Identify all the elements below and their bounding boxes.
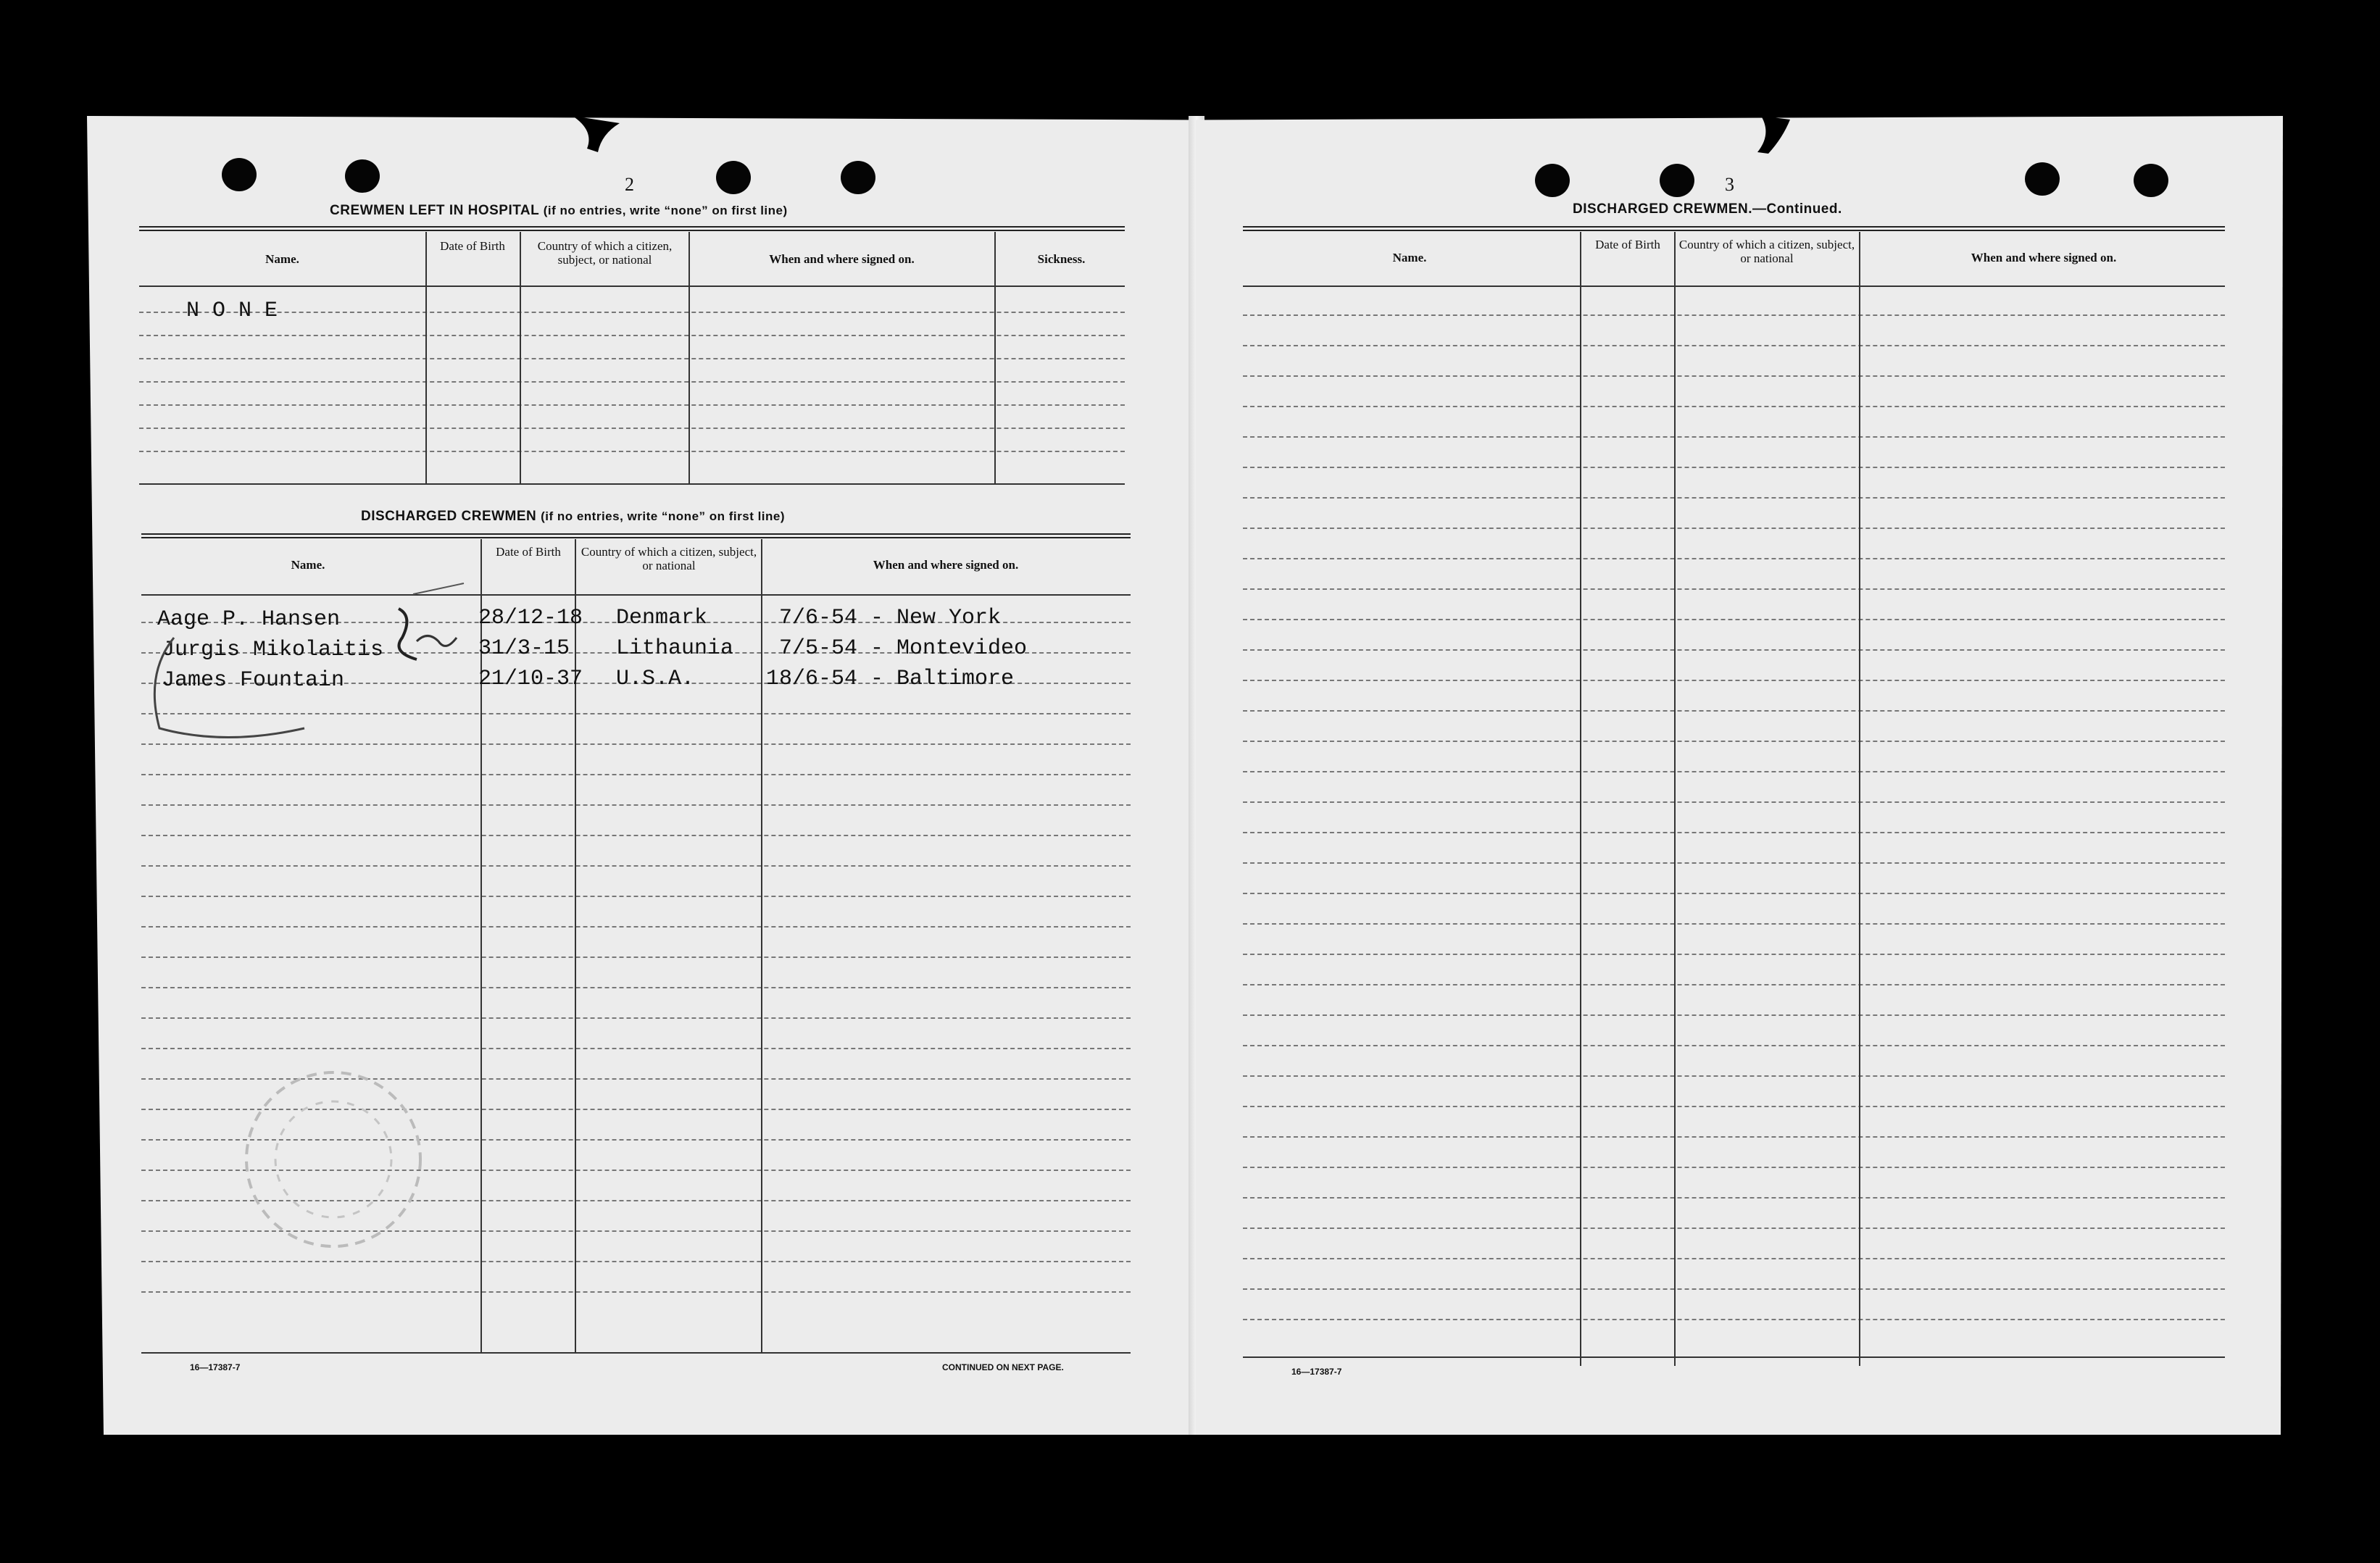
crew-country: Lithaunia (616, 636, 734, 661)
col-header-signed-on: When and where signed on. (1971, 251, 2117, 264)
discharged-continued-table (1243, 226, 2225, 1364)
page-number: 3 (1725, 174, 1734, 195)
punch-hole (716, 161, 751, 194)
crew-signed-on: 18/6-54 - Baltimore (766, 667, 1015, 691)
continued-note: CONTINUED ON NEXT PAGE. (942, 1362, 1064, 1372)
col-header-country: Country of which a citizen, subject, or national (1678, 238, 1855, 265)
col-header-dob: Date of Birth (1595, 238, 1660, 251)
col-header-name: Name. (265, 252, 299, 266)
discharged-title-text: DISCHARGED CREWMEN (361, 509, 537, 524)
crew-dob: 28/12-18 (478, 606, 583, 630)
crew-signed-on: 7/6-54 - New York (779, 606, 1002, 630)
hospital-title-note: (if no entries, write “none” on first line) (543, 204, 788, 217)
punch-hole (345, 159, 380, 193)
col-header-name: Name. (291, 558, 325, 572)
crew-country: Denmark (616, 606, 708, 630)
punch-hole (841, 161, 875, 194)
col-header-signed-on: When and where signed on. (769, 252, 915, 266)
col-header-sickness: Sickness. (1037, 252, 1086, 266)
crew-name: Aage P. Hansen (157, 607, 341, 632)
col-header-name: Name. (1392, 251, 1427, 264)
hospital-title-text: CREWMEN LEFT IN HOSPITAL (330, 203, 539, 218)
col-header-country: Country of which a citizen, subject, or national (581, 545, 757, 572)
col-header-dob: Date of Birth (496, 545, 561, 559)
col-header-dob: Date of Birth (440, 239, 505, 253)
punch-hole (2134, 164, 2168, 197)
faint-stamp (217, 1043, 449, 1275)
punch-hole (1535, 164, 1570, 197)
form-number: 16—17387-7 (190, 1362, 241, 1372)
crew-name: Jurgis Mikolaitis (162, 638, 384, 662)
discharged-continued-title: DISCHARGED CREWMEN.—Continued. (1573, 201, 1842, 217)
col-header-country: Country of which a citizen, subject, or national (537, 239, 673, 267)
crew-name: James Fountain (162, 668, 345, 693)
col-header-signed-on: When and where signed on. (873, 558, 1019, 572)
discharged-title-note: (if no entries, write “none” on first line) (541, 509, 786, 523)
discharged-section-title (361, 509, 785, 525)
punch-hole (222, 158, 257, 191)
hospital-entry-none: N O N E (186, 299, 278, 323)
page-number: 2 (625, 174, 634, 195)
hospital-section-title (330, 203, 788, 219)
crew-dob: 21/10-37 (478, 667, 583, 691)
crew-dob: 31/3-15 (478, 636, 570, 661)
handwritten-bracket-mark (116, 580, 493, 768)
tear-mark (565, 109, 638, 159)
punch-hole (2025, 162, 2060, 196)
hospital-table (139, 226, 1125, 487)
tear-mark (1747, 109, 1812, 159)
form-number: 16—17387-7 (1291, 1367, 1342, 1377)
crew-signed-on: 7/5-54 - Montevideo (779, 636, 1028, 661)
crew-country: U.S.A. (616, 667, 695, 691)
punch-hole (1660, 164, 1694, 197)
